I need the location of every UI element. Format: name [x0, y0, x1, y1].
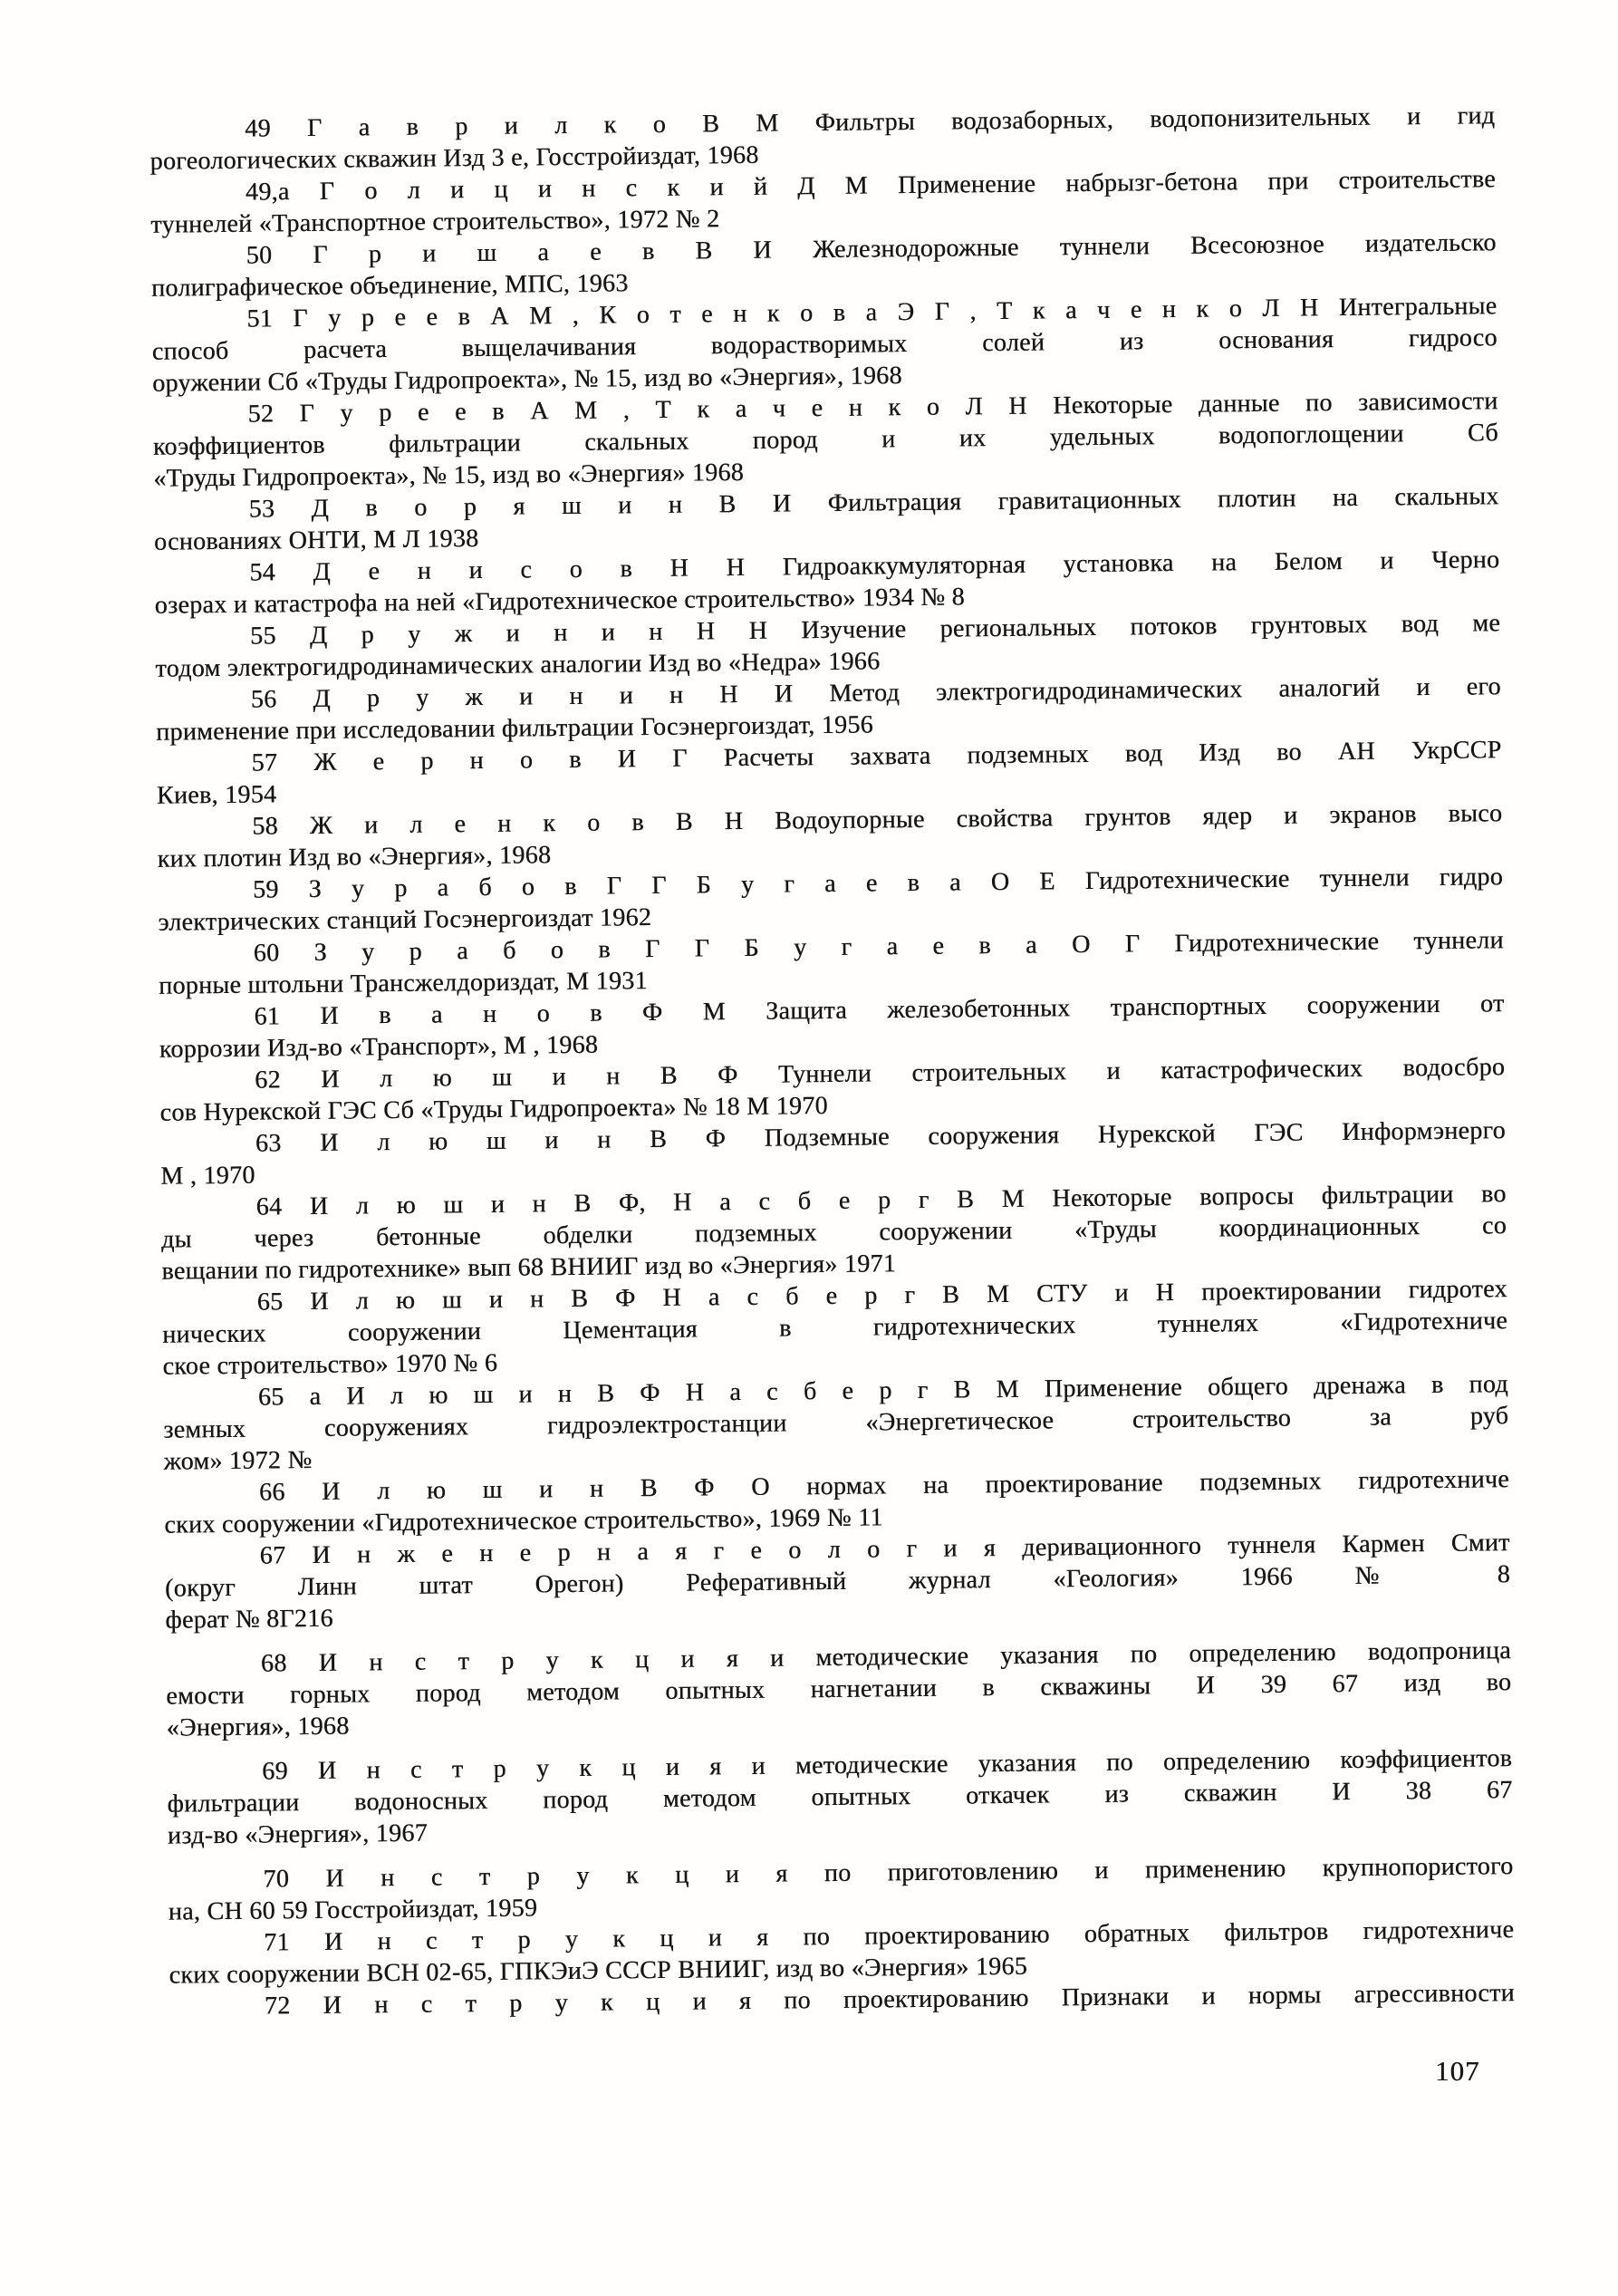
- reference-line: земных сооружениях гидроэлектростанции «Энергетическое строительство за руб: [163, 1402, 1509, 1444]
- reference-line: 58 Ж и л е н к о в В Н Водоупорные свойства грунтов ядер и экранов высо: [252, 799, 1503, 841]
- reference-line: коррозии Изд-во «Транспорт», М , 1968: [159, 1030, 599, 1064]
- reference-line: изд-во «Энергия», 1967: [167, 1818, 429, 1850]
- reference-line: ды через бетонные обделки подземных сооружении «Труды координационных со: [160, 1211, 1507, 1254]
- reference-line: сов Нурекской ГЭС Сб «Труды Гидропроекта» № 18 М 1970: [159, 1091, 828, 1127]
- reference-line: озерах и катастрофа на ней «Гидротехническое строительство» 1934 № 8: [154, 583, 966, 620]
- reference-line: оружении Сб «Труды Гидропроекта», № 15, изд во «Энергия», 1968: [151, 362, 902, 398]
- reference-line: 65 а И л ю ш и н В Ф Н а с б е р г В М Применение общего дренажа в под: [257, 1370, 1508, 1412]
- reference-entry: [163, 1368, 1509, 1478]
- reference-line: электрических станций Госэнергоиздат 1962: [158, 903, 652, 937]
- reference-line: 66 И л ю ш и н В Ф О нормах на проектирование подземных гидротехниче: [258, 1465, 1510, 1507]
- reference-line: ких плотин Изд во «Энергия», 1968: [157, 841, 552, 873]
- reference-line: «Труды Гидропроекта», № 15, изд во «Энергия» 1968: [153, 458, 745, 493]
- reference-line: полиграфическое объединение, МПС, 1963: [150, 269, 629, 303]
- reference-entry: [152, 385, 1498, 495]
- reference-line: 62 И л ю ш и н В Ф Туннели строительных и катастрофических водосбро: [255, 1053, 1506, 1095]
- reference-line: 54 Д е н и с о в Н Н Гидроаккумуляторная установка на Белом и Черно: [249, 545, 1500, 587]
- reference-line: 68 И н с т р у к ц и я и методические указания по определению водопроница: [260, 1636, 1512, 1678]
- reference-line: способ расчета выщелачивания водорастворимых солей из основания гидросо: [151, 323, 1498, 366]
- reference-line: 52 Г у р е е в А М , Т к а ч е н к о Л Н Некоторые данные по зависимости: [247, 387, 1498, 429]
- reference-line: (округ Линн штат Орегон) Реферативный журнал «Геология» 1966 № 8: [164, 1560, 1511, 1603]
- reference-line: 53 Д в о р я ш и н В И Фильтрация гравитационных плотин на скальных: [248, 482, 1499, 524]
- reference-line: ских сооружении ВСН 02-65, ГПКЭиЭ СССР ВНИИГ, изд во «Энергия» 1965: [169, 1952, 1028, 1990]
- reference-line: емости горных пород методом опытных нагнетании в скважины И 39 67 изд во: [166, 1668, 1512, 1711]
- reference-line: основаниях ОНТИ, М Л 1938: [153, 524, 479, 556]
- reference-entry: [162, 1273, 1508, 1383]
- reference-line: 60 З у р а б о в Г Г Б у г а е в а О Г Гидротехнические туннели: [253, 926, 1504, 968]
- reference-line: 56 Д р у ж и н и н Н И Метод электрогидродинамических аналогий и его: [250, 672, 1501, 714]
- reference-line: туннелей «Транспортное строительство», 1972 № 2: [150, 205, 720, 239]
- reference-line: жом» 1972 №: [163, 1445, 313, 1476]
- reference-line: ское строительство» 1970 № 6: [162, 1348, 498, 1381]
- bibliography-list: [149, 100, 1515, 2022]
- reference-line: 64 И л ю ш и н В Ф, Н а с б е р г В М Некоторые вопросы фильтрации во: [255, 1180, 1507, 1221]
- reference-line: 63 И л ю ш и н В Ф Подземные сооружения Нурекской ГЭС Информэнерго: [255, 1116, 1507, 1158]
- reference-line: 65 И л ю ш и н В Ф Н а с б е р г В М СТУ и Н проектировании гидротех: [256, 1275, 1507, 1317]
- reference-line: вещании по гидротехнике» вып 68 ВНИИГ изд во «Энергия» 1971: [161, 1249, 897, 1286]
- reference-line: нических сооружении Цементация в гидротехнических туннелях «Гидротехниче: [161, 1307, 1508, 1349]
- reference-line: 69 И н с т р у к ц и я и методические указания по определению коэффициентов: [262, 1744, 1513, 1786]
- reference-line: 70 И н с т р у к ц и я по приготовлению и применению крупнопористого: [263, 1852, 1514, 1894]
- reference-line: тодом электрогидродинамических аналогии Изд во «Недра» 1966: [155, 647, 881, 683]
- reference-line: применение при исследовании фильтрации Госэнергоиздат, 1956: [156, 710, 874, 747]
- reference-line: фильтрации водоносных пород методом опытных откачек из скважин И 38 67: [167, 1776, 1513, 1818]
- reference-line: 71 И н с т р у к ц и я по проектированию обратных фильтров гидротехниче: [264, 1915, 1515, 1957]
- reference-line: порные штольни Трансжелдориздат, М 1931: [158, 967, 648, 1000]
- reference-line: 59 З у р а б о в Г Г Б у г а е в а О Е Гидротехнические туннели гидро: [252, 863, 1504, 904]
- reference-entry: [165, 1527, 1511, 1636]
- reference-line: на, СН 60 59 Госстройиздат, 1959: [168, 1894, 538, 1926]
- reference-entry: [161, 1178, 1507, 1288]
- reference-line: Киев, 1954: [156, 780, 277, 810]
- reference-line: 55 Д р у ж и н и н Н Н Изучение региональных потоков грунтовых вод ме: [249, 609, 1501, 651]
- reference-line: 49,а Г о л и ц и н с к и й Д М Применение набрызг-бетона при строительстве: [245, 165, 1497, 207]
- reference-line: 57 Ж е р н о в И Г Расчеты захвата подземных вод Изд во АН УкрССР: [251, 736, 1502, 777]
- reference-line: 50 Г р и ш а е в В И Железнодорожные туннели Всесоюзное издательско: [246, 228, 1497, 270]
- reference-line: 61 И в а н о в Ф М Защита железобетонных транспортных сооружении от: [254, 989, 1505, 1031]
- reference-line: 67 И н ж е н е р н а я г е о л о г и я деривационного туннеля Кармен Смит: [259, 1529, 1510, 1570]
- reference-line: рогеологических скважин Изд 3 е, Госстройиздат, 1968: [149, 140, 759, 176]
- reference-line: 49 Г а в р и л к о В М Фильтры водозаборных, водопонизительных и гид: [245, 101, 1496, 143]
- reference-line: М , 1970: [160, 1161, 255, 1191]
- reference-line: ферат № 8Г216: [165, 1604, 333, 1635]
- reference-line: коэффициентов фильтрации скальных пород и их удельных водопоглощении Сб: [152, 419, 1498, 461]
- page-number: 107: [1435, 2055, 1480, 2087]
- reference-line: ских сооружении «Гидротехническое строительство», 1969 № 11: [164, 1503, 883, 1539]
- reference-entry: [166, 1635, 1512, 1744]
- reference-line: «Энергия», 1968: [166, 1712, 350, 1742]
- reference-entry: [151, 290, 1498, 400]
- reference-line: 72 И н с т р у к ц и я по проектированию Признаки и нормы агрессивности: [264, 1979, 1516, 2021]
- reference-line: 51 Г у р е е в А М , К о т е н к о в а Э Г , Т к а ч е н к о Л Н Интегральные: [246, 292, 1498, 333]
- reference-entry: [167, 1742, 1513, 1852]
